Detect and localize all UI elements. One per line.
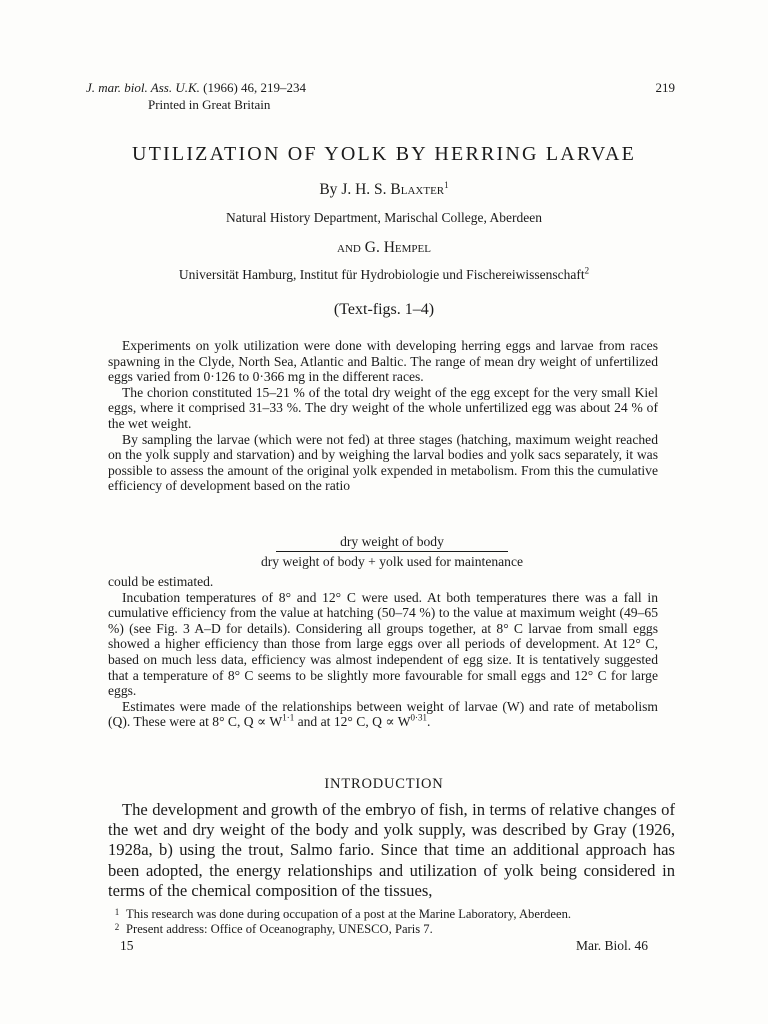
affiliation-2: [0, 267, 768, 283]
abstract-paragraph: [108, 699, 658, 730]
footnote-mark: 2: [114, 922, 120, 932]
author-1: J. H. S. Blaxter: [341, 181, 445, 198]
author-line-2: [0, 239, 768, 257]
footnote-mark: 1: [114, 907, 120, 917]
journal-short-title: Mar. Biol. 46: [575, 938, 648, 953]
ratio-denominator: dry weight of body + yolk used for maintenance: [260, 554, 524, 569]
abstract-part-1: [108, 338, 658, 494]
page-number: 219: [655, 80, 675, 95]
abstract-paragraph: By sampling the larvae (which were not fed) at three stages (hatching, maximum weight reached on the yolk supply and starvation) and by weighing the larval bodies and yolk sacs separately, it was possible to assess the amount of the original yolk expended in metabolism. From this the cumulative efficiency of development based on the ratio: [108, 431, 658, 494]
byline-prefix: By: [319, 181, 342, 198]
abstract-paragraph: Incubation temperatures of 8° and 12° C were used. At both temperatures there was a fall in cumulative efficiency from the value at hatching (50–74 %) to the value at maximum weight (49–65 %) (see Fig. 3 A–D for details). Considering all groups together, at 8° C larvae from small eggs showed a higher efficiency than those from large eggs over all periods of development. At 12° C, based on much less data, efficiency was almost independent of egg size. It is tentatively suggested that a temperature of 8° C seems to be slightly more favourable for small eggs and 12° C for large eggs.: [108, 589, 658, 699]
footnote-text: Present address: Office of Oceanography, UNESCO, Paris 7.: [126, 922, 433, 936]
ratio-numerator: dry weight of body: [276, 534, 508, 552]
abstract-part-2: [108, 574, 658, 730]
metabolism-text-a: Estimates were made of the relationships between weight of larvae (W) and rate of metabolism (Q). These were at 8° C, Q ∝ W: [108, 698, 658, 730]
affiliation-2-text: Universität Hamburg, Institut für Hydrobiologie und Fischereiwissenschaft: [178, 267, 585, 282]
metabolism-text-c: .: [427, 714, 431, 730]
footnote-text: This research was done during occupation of a post at the Marine Laboratory, Aberdeen.: [126, 907, 572, 921]
author-2: G. Hempel: [364, 239, 431, 256]
metabolism-text-b: and at 12° C, Q ∝ W: [294, 714, 411, 730]
affiliation-2-mark: 2: [584, 265, 590, 276]
signature-mark: 15: [120, 938, 134, 953]
author-1-mark: 1: [444, 179, 449, 190]
author-line-1: [0, 181, 768, 199]
efficiency-ratio: [232, 534, 552, 570]
citation-details: (1966) 46, 219–234: [203, 80, 307, 95]
text-figs-note: (Text-figs. 1–4): [333, 301, 435, 318]
introduction-paragraph: The development and growth of the embryo of fish, in terms of relative changes of the wet and dry weight of the body and yolk supply, was described by Gray (1926, 1928a, b) using the trout, Salmo fario. Since that time an additional approach has been adopted, the energy relationships and utilization of yolk being considered in terms of the chemical composition of the tissues,: [108, 800, 675, 900]
introduction-body: [108, 800, 675, 901]
citation-line: [86, 80, 306, 96]
section-heading-introduction: INTRODUCTION: [324, 776, 444, 792]
exponent-12c: 0·31: [410, 712, 428, 723]
abstract-paragraph: Experiments on yolk utilization were done with developing herring eggs and larvae from races spawning in the Clyde, North Sea, Atlantic and Baltic. The range of mean dry weight of unfertilized eggs varied from 0·126 to 0·366 mg in the different races.: [108, 338, 658, 385]
byline-and: and: [337, 239, 365, 256]
journal-name: J. mar. biol. Ass. U.K.: [86, 80, 200, 95]
footnote-2: [108, 920, 688, 937]
exponent-8c: 1·1: [282, 712, 295, 723]
printed-line: Printed in Great Britain: [148, 97, 271, 112]
affiliation-1: Natural History Department, Marischal College, Aberdeen: [225, 210, 543, 225]
abstract-paragraph: could be estimated.: [108, 574, 214, 589]
article-title: UTILIZATION OF YOLK BY HERRING LARVAE: [131, 143, 637, 165]
abstract-paragraph: The chorion constituted 15–21 % of the total dry weight of the egg except for the very small Kiel eggs, where it comprised 31–33 %. The dry weight of the whole unfertilized egg was about 24 % of the wet weight.: [108, 384, 658, 431]
